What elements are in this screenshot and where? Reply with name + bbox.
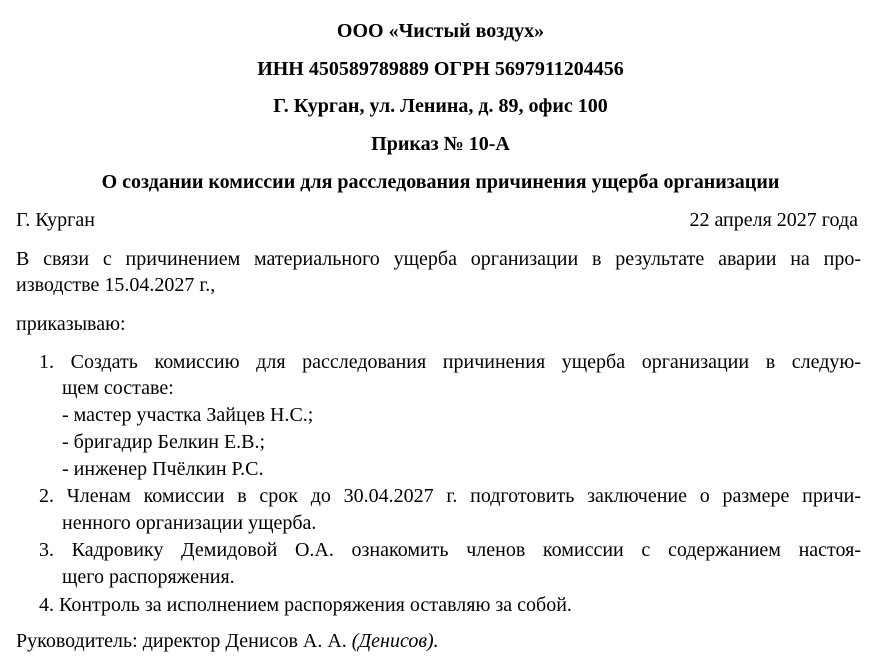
- signature-handwritten: (Денисов).: [351, 630, 439, 652]
- commission-member-2: - бригадир Белкин Е.В.;: [62, 431, 266, 453]
- company-registration-ids: ИНН 450589789889 ОГРН 5697911204456: [257, 58, 624, 80]
- preamble-line-2: изводстве 15.04.2027 г.,: [16, 274, 216, 296]
- list-item-1-line-1: 1. Создать комиссию для расследования причинения ущерба организации в следую-: [39, 351, 861, 373]
- signature-label: Руководитель: директор Денисов А. А.: [16, 630, 347, 652]
- list-item-3-line-2: щего распоряжения.: [62, 566, 235, 588]
- list-item-1-line-2: щем составе:: [62, 377, 174, 399]
- signature-line: [16, 629, 439, 653]
- order-date: 22 апреля 2027 года: [689, 209, 858, 231]
- list-item-4: 4. Контроль за исполнением распоряжения оставляю за собой.: [39, 594, 572, 616]
- city: Г. Курган: [16, 209, 95, 231]
- order-word: приказываю:: [16, 313, 126, 335]
- company-address: Г. Курган, ул. Ленина, д. 89, офис 100: [273, 95, 608, 117]
- commission-member-1: - мастер участка Зайцев Н.С.;: [62, 404, 314, 426]
- order-number: Приказ № 10-А: [371, 133, 510, 155]
- preamble-line-1: В связи с причинением материального ущерба организации в результате аварии на про-: [16, 248, 861, 270]
- list-item-2-line-2: ненного организации ущерба.: [62, 512, 317, 534]
- list-item-2-line-1: 2. Членам комиссии в срок до 30.04.2027 г. подготовить заключение о размере причи-: [39, 485, 861, 507]
- list-item-3-line-1: 3. Кадровику Демидовой О.А. ознакомить членов комиссии с содержанием настоя-: [39, 539, 861, 561]
- commission-member-3: - инженер Пчёлкин Р.С.: [62, 458, 264, 480]
- order-subject: О создании комиссии для расследования причинения ущерба организации: [101, 171, 780, 193]
- company-name: ООО «Чистый воздух»: [336, 20, 545, 42]
